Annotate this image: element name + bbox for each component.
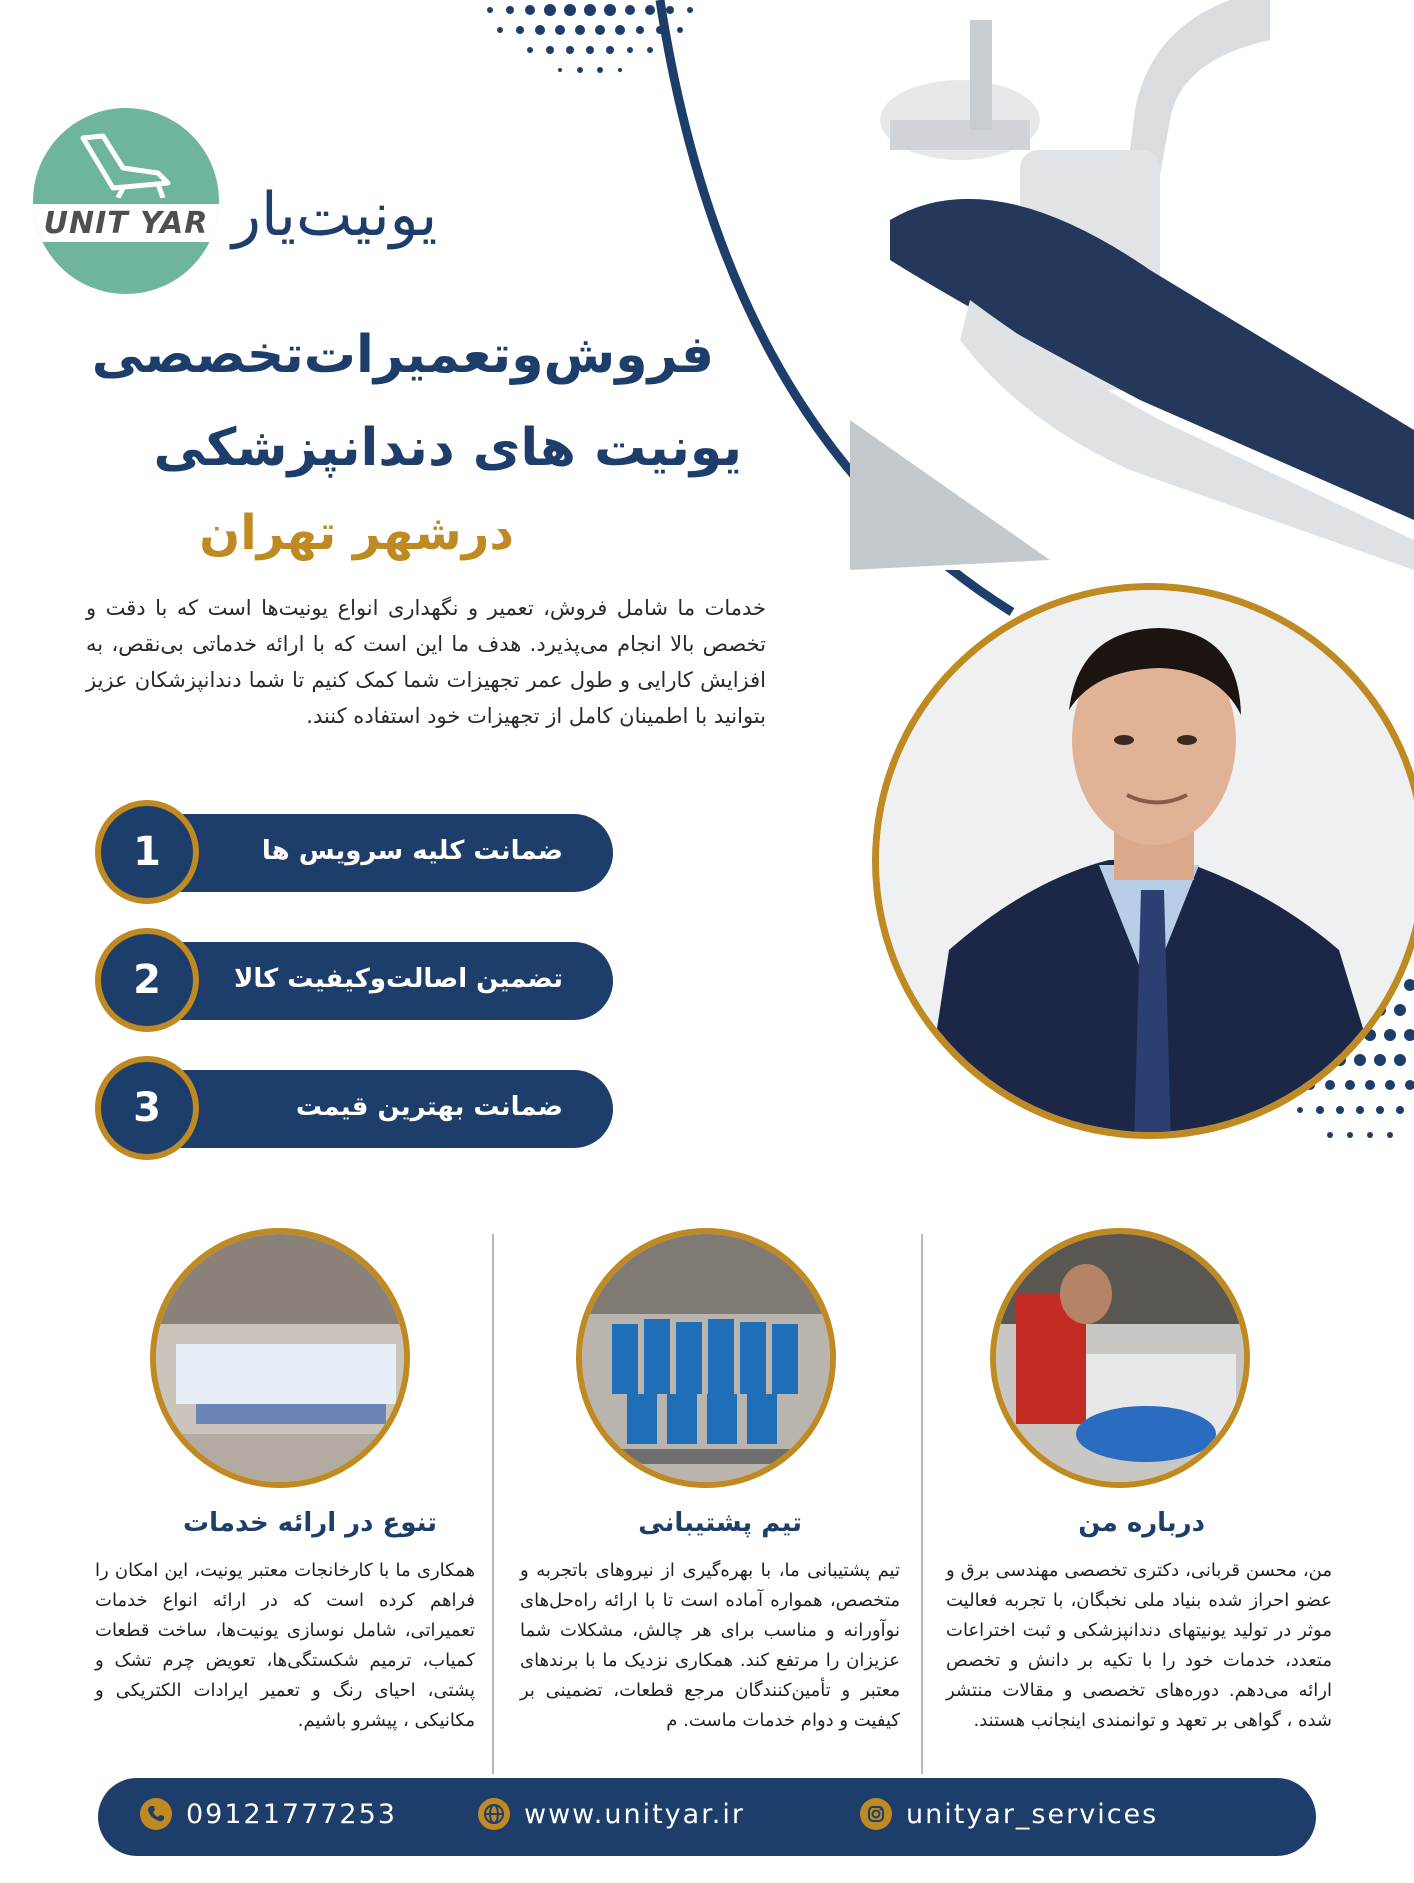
guarantee-label: تضمین اصالت‌وکیفیت کالا [234,964,563,994]
phone-icon [140,1798,172,1830]
guarantee-item-1 [98,814,613,892]
guarantee-label: ضمانت بهترین قیمت [295,1092,563,1122]
contact-footer [98,1778,1316,1856]
phone-contact[interactable] [140,1798,397,1830]
globe-icon [478,1798,510,1830]
dental-chair-icon [73,128,183,198]
instagram-handle: unityar_services [906,1798,1159,1830]
brand-name: یونیت‌یار [232,180,438,250]
guarantee-number: 1 [95,800,199,904]
website-contact[interactable] [478,1798,745,1830]
guarantee-number: 2 [95,928,199,1032]
about-title: درباره من [1078,1508,1205,1538]
website-url: www.unityar.ir [524,1798,745,1830]
portrait-photo [872,583,1414,1139]
brand-logo [33,108,219,294]
headline-line-2: یونیت های دندانپزشکی [153,418,742,478]
instagram-icon [860,1798,892,1830]
workshop-photo [150,1228,410,1488]
support-title: تیم پشتیبانی [638,1508,802,1538]
about-text: من، محسن قربانی، دکتری تخصصی مهندسی برق و عضو احراز شده بنیاد ملی نخبگان، با تجربه فعالیت موثر در تولید یونیتهای دندانپزشکی و ثبت اختراعات متعدد، خدمات خود را با تکیه بر دانش و تخصص ارائه می‌دهم. دوره‌های تخصصی و مقالات منتشر شده ، گواهی بر تعهد و توانمندی اینجانب هستند. [946,1560,1332,1731]
guarantee-label: ضمانت کلیه سرویس ها [261,836,563,866]
support-text: تیم پشتیبانی ما، با بهره‌گیری از نیروهای باتجربه و متخصص، همواره آماده است تا با ارائه راه‌حل‌های نوآورانه و مناسب برای هر چالش، مشکلات شما عزیزان را مرتفع کند. همکاری نزدیک ما با برندهای معتبر و تأمین‌کنندگان مرجع قطعات، تضمینی بر کیفیت و دوام خدمات ماست. م [520,1560,900,1731]
about-me-photo [990,1228,1250,1488]
support-team-photo [576,1228,836,1488]
logo-text: UNIT YAR [43,206,209,241]
variety-title: تنوع در ارائه خدمات [183,1508,437,1538]
headline-line-3: درشهر تهران [199,505,514,561]
phone-number: 09121777253 [186,1798,397,1830]
variety-text: همکاری ما با کارخانجات معتبر یونیت، این امکان را فراهم کرده است که در ارائه انواع خدمات تعمیراتی، شامل نوسازی یونیت‌ها، ساخت قطعات کمیاب، ترمیم شکستگی‌ها، تعویض چرم تشک و پشتی، احیای رنگ و تعمیر ایرادات الکتریکی و مکانیکی ، پیشرو باشیم. [95,1560,475,1731]
intro-paragraph: خدمات ما شامل فروش، تعمیر و نگهداری انواع یونیت‌ها است که با دقت و تخصص بالا انجام می‌پذیرد. هدف ما این است که با ارائه خدماتی بی‌نقص، به افزایش کارایی و طول عمر تجهیزات شما کمک کنیم تا شما دندانپزشکان عزیز بتوانید با اطمینان کامل از تجهیزات خود استفاده کنند. [86,596,766,728]
column-divider [921,1234,923,1774]
guarantee-item-2 [98,942,613,1020]
instagram-contact[interactable] [860,1798,1158,1830]
dental-chair-image [850,0,1414,570]
column-divider [492,1234,494,1774]
guarantee-item-3 [98,1070,613,1148]
headline-line-1: فروش‌وتعمیرات‌تخصصی [91,325,714,385]
guarantee-number: 3 [95,1056,199,1160]
